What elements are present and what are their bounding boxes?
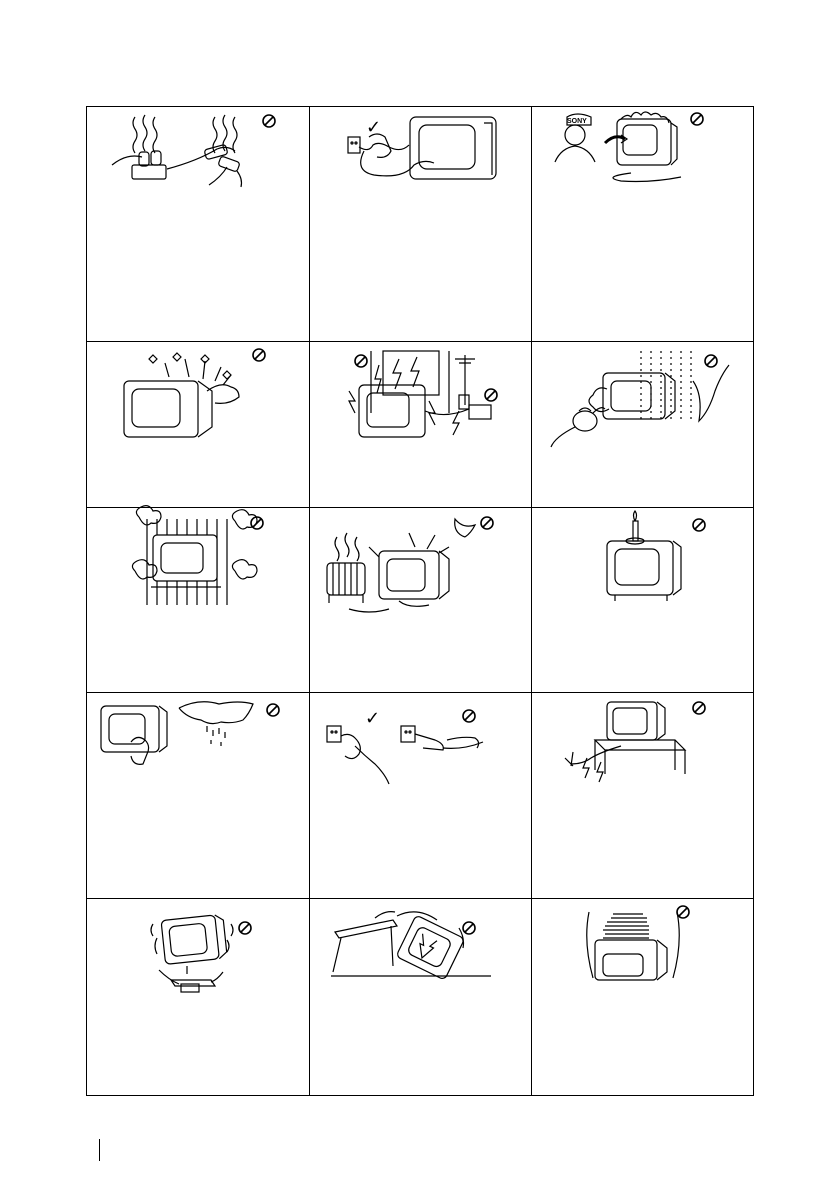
panel-unplug-cord — [309, 107, 531, 341]
prohibited-icon — [309, 341, 531, 507]
panel-unstable-stand — [87, 898, 309, 1095]
panel-plug-handling — [309, 692, 531, 898]
panel-ventilation — [87, 507, 309, 692]
prohibited-icon — [531, 692, 753, 898]
check-mark: ✓ — [366, 117, 382, 138]
panel-overloaded-outlet — [87, 107, 309, 341]
prohibited-icon — [531, 107, 753, 341]
prohibited-icon — [309, 898, 531, 1095]
illustration-unplug-cord — [309, 107, 531, 341]
panel-cleaning-cloth — [87, 692, 309, 898]
panel-blocked-by-objects — [531, 898, 753, 1095]
prohibited-icon — [309, 692, 531, 898]
prohibited-icon — [531, 507, 753, 692]
panel-lightning-antenna — [309, 341, 531, 507]
panel-heat-sources — [309, 507, 531, 692]
prohibited-icon — [531, 898, 753, 1095]
prohibited-icon — [87, 507, 309, 692]
prohibited-icon — [87, 107, 309, 341]
panel-sony-service — [531, 107, 753, 341]
safety-illustration-grid — [86, 106, 754, 1096]
prohibited-icon — [87, 692, 309, 898]
prohibited-icon — [531, 341, 753, 507]
panel-falling-table — [309, 898, 531, 1095]
panel-moisture-steam — [531, 341, 753, 507]
panel-objects-in-openings — [87, 341, 309, 507]
check-mark: ✓ — [365, 708, 381, 729]
page-margin-rule — [99, 1139, 100, 1161]
panel-damaged-cord — [531, 692, 753, 898]
prohibited-icon — [309, 507, 531, 692]
prohibited-icon — [87, 898, 309, 1095]
prohibited-icon — [87, 341, 309, 507]
cap-logo: SONY — [567, 118, 587, 125]
panel-candle-on-top — [531, 507, 753, 692]
